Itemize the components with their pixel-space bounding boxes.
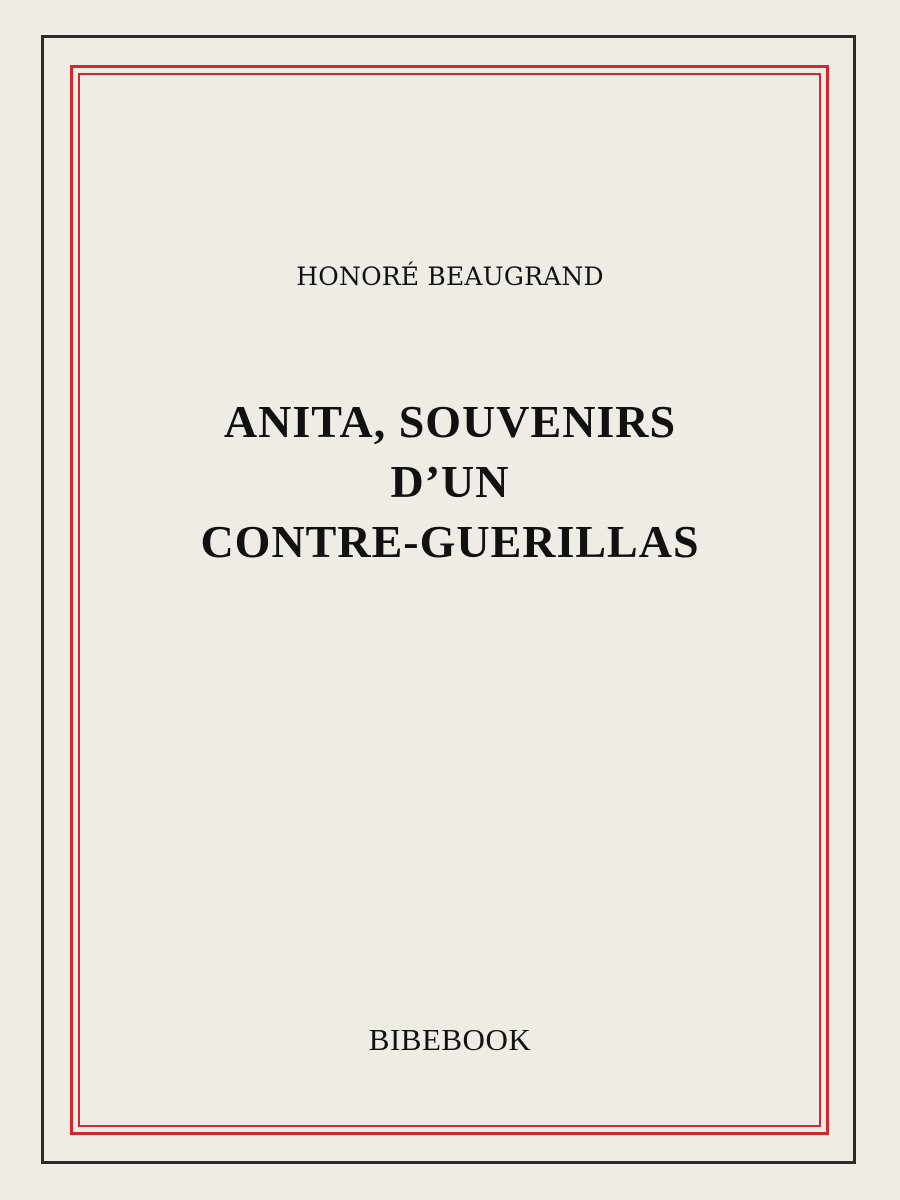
book-title: ANITA, SOUVENIRS D’UN CONTRE-GUERILLAS xyxy=(200,396,700,567)
publisher-name: BIBEBOOK xyxy=(368,1022,532,1057)
red-border-inner xyxy=(78,73,821,1127)
author-name: HONORÉ BEAUGRAND xyxy=(296,262,604,291)
